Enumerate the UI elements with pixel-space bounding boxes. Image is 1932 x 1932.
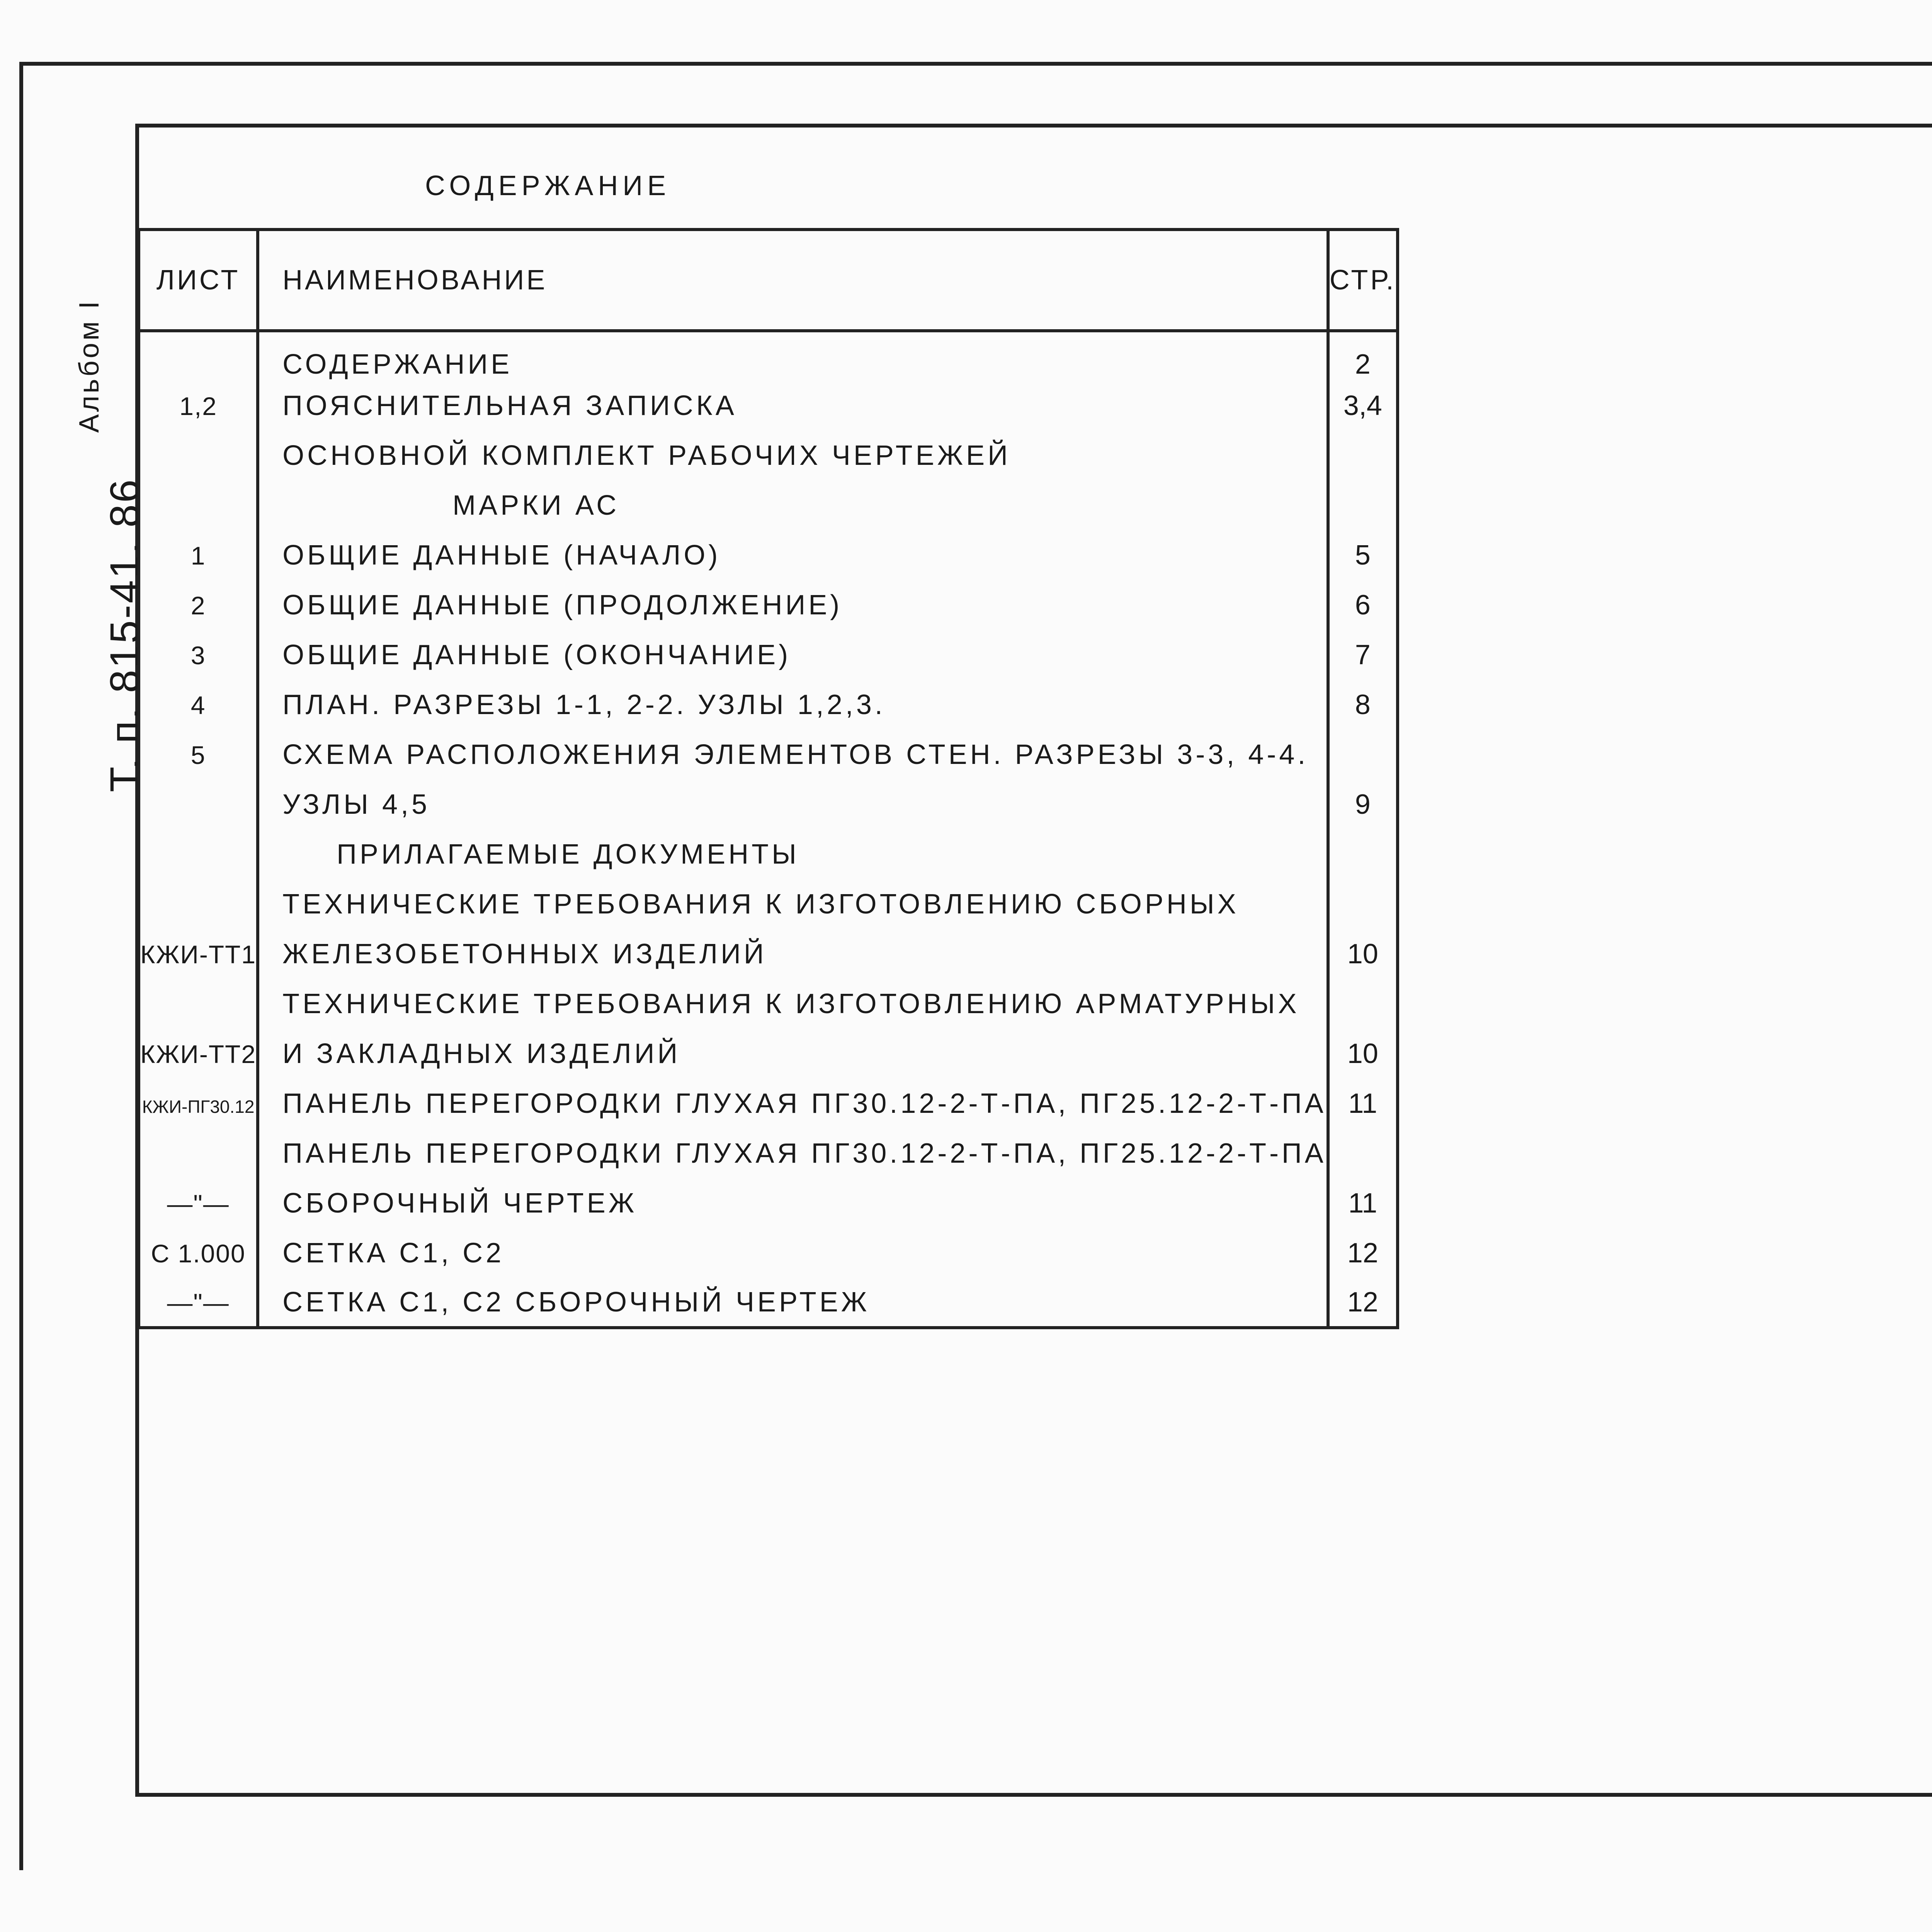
table-row (139, 1029, 1398, 1078)
row-page-cell (1328, 580, 1398, 630)
row-name-cell (258, 381, 1328, 430)
row-name-cell (258, 430, 1328, 480)
table-row (139, 530, 1398, 580)
row-sheet: —"— (167, 1288, 230, 1317)
contents-body (139, 331, 1398, 1328)
row-sheet: 1,2 (179, 391, 217, 420)
table-row (139, 929, 1398, 979)
row-page-cell (1328, 430, 1398, 480)
row-sheet-cell (139, 979, 258, 1029)
album-label: Альбом I (74, 299, 105, 433)
row-page: 7 (1355, 639, 1371, 670)
row-sheet: 1 (190, 541, 206, 570)
row-name-cell (258, 1128, 1328, 1178)
row-page-cell (1328, 879, 1398, 929)
table-row (139, 630, 1398, 680)
row-page-cell (1328, 829, 1398, 879)
row-page-cell (1328, 630, 1398, 680)
row-sheet-cell (139, 580, 258, 630)
row-sheet: —"— (167, 1189, 230, 1218)
row-name: СБОРОЧНЫЙ ЧЕРТЕЖ (282, 1187, 638, 1219)
row-name: ПРИЛАГАЕМЫЕ ДОКУМЕНТЫ (337, 838, 799, 870)
row-name: ТЕХНИЧЕСКИЕ ТРЕБОВАНИЯ К ИЗГОТОВЛЕНИЮ АРМАТУРНЫХ (282, 988, 1300, 1019)
row-name: ПЛАН. РАЗРЕЗЫ 1-1, 2-2. УЗЛЫ 1,2,3. (282, 689, 886, 720)
row-page-cell (1328, 331, 1398, 381)
row-name-cell (258, 929, 1328, 979)
row-page-cell (1328, 979, 1398, 1029)
header-name: НАИМЕНОВАНИЕ (258, 230, 1328, 331)
row-name-cell (258, 530, 1328, 580)
row-page: 12 (1347, 1286, 1378, 1318)
table-row (139, 879, 1398, 929)
row-page-cell (1328, 1278, 1398, 1328)
row-sheet-cell (139, 1228, 258, 1278)
table-row (139, 430, 1398, 480)
row-name: ПОЯСНИТЕЛЬНАЯ ЗАПИСКА (282, 390, 737, 421)
row-sheet: 3 (190, 641, 206, 670)
table-row (139, 381, 1398, 430)
row-page: 8 (1355, 689, 1371, 720)
table-row (139, 480, 1398, 530)
row-sheet-cell (139, 1128, 258, 1178)
row-sheet-cell (139, 1029, 258, 1078)
table-row (139, 1278, 1398, 1328)
row-sheet-cell (139, 1178, 258, 1228)
row-page-cell (1328, 530, 1398, 580)
row-sheet: 4 (190, 690, 206, 719)
row-page-cell (1328, 1029, 1398, 1078)
row-page: 6 (1355, 589, 1371, 621)
row-name: СХЕМА РАСПОЛОЖЕНИЯ ЭЛЕМЕНТОВ СТЕН. РАЗРЕЗЫ 3-3, 4-4. (282, 739, 1309, 770)
row-name-cell (258, 829, 1328, 879)
row-name-cell (258, 580, 1328, 630)
row-page: 5 (1355, 539, 1371, 571)
row-sheet-cell (139, 630, 258, 680)
row-page: 3,4 (1343, 390, 1382, 421)
row-sheet-cell (139, 430, 258, 480)
row-sheet-cell (139, 680, 258, 730)
row-page-cell (1328, 929, 1398, 979)
table-row (139, 1078, 1398, 1128)
row-name: ПАНЕЛЬ ПЕРЕГОРОДКИ ГЛУХАЯ ПГ30.12-2-Т-ПА, ПГ25.12-2-Т-ПА (282, 1088, 1327, 1119)
row-sheet: С 1.000 (151, 1239, 246, 1268)
row-sheet-cell (139, 1278, 258, 1328)
row-sheet-cell (139, 879, 258, 929)
row-name-cell (258, 1228, 1328, 1278)
row-name-cell (258, 480, 1328, 530)
row-name: СЕТКА С1, С2 (282, 1237, 505, 1269)
row-page-cell (1328, 1178, 1398, 1228)
row-sheet: 5 (190, 740, 206, 769)
table-row (139, 730, 1398, 779)
row-name: ЖЕЛЕЗОБЕТОННЫХ ИЗДЕЛИЙ (282, 938, 767, 969)
row-name-cell (258, 730, 1328, 779)
row-sheet-cell (139, 929, 258, 979)
row-name: ОБЩИЕ ДАННЫЕ (ПРОДОЛЖЕНИЕ) (282, 589, 843, 621)
row-name-cell (258, 979, 1328, 1029)
row-page-cell (1328, 1228, 1398, 1278)
row-name-cell (258, 1078, 1328, 1128)
header-page: СТР. (1328, 230, 1398, 331)
row-name: ОСНОВНОЙ КОМПЛЕКТ РАБОЧИХ ЧЕРТЕЖЕЙ (282, 440, 1011, 471)
table-row (139, 829, 1398, 879)
table-header-row (139, 230, 1398, 331)
contents-table (137, 228, 1399, 1329)
table-row (139, 779, 1398, 829)
row-sheet-cell (139, 730, 258, 779)
row-sheet-cell (139, 331, 258, 381)
row-name-cell (258, 879, 1328, 929)
project-code: Т. п. 815-41. 86 (101, 478, 148, 792)
row-page: 10 (1347, 1038, 1378, 1069)
row-sheet: КЖИ-ПГ30.12 (142, 1096, 255, 1117)
row-page-cell (1328, 1078, 1398, 1128)
row-name-cell (258, 630, 1328, 680)
table-row (139, 331, 1398, 381)
row-name: СОДЕРЖАНИЕ (282, 349, 513, 380)
row-sheet: 2 (190, 591, 206, 620)
table-row (139, 580, 1398, 630)
header-sheet: ЛИСТ (139, 230, 258, 331)
row-name-cell (258, 1029, 1328, 1078)
row-page: 11 (1348, 1187, 1378, 1219)
row-name: УЗЛЫ 4,5 (282, 789, 430, 820)
row-name: ОБЩИЕ ДАННЫЕ (НАЧАЛО) (282, 539, 721, 571)
row-name: ПАНЕЛЬ ПЕРЕГОРОДКИ ГЛУХАЯ ПГ30.12-2-Т-ПА, ПГ25.12-2-Т-ПА (282, 1138, 1327, 1169)
row-page-cell (1328, 730, 1398, 779)
row-page: 11 (1348, 1088, 1378, 1119)
row-page-cell (1328, 1128, 1398, 1178)
table-row (139, 1228, 1398, 1278)
row-page: 9 (1355, 789, 1371, 820)
row-name-cell (258, 1278, 1328, 1328)
table-row (139, 680, 1398, 730)
row-name-cell (258, 1178, 1328, 1228)
row-name-cell (258, 331, 1328, 381)
row-sheet-cell (139, 829, 258, 879)
row-name: СЕТКА С1, С2 СБОРОЧНЫЙ ЧЕРТЕЖ (282, 1286, 870, 1318)
row-sheet-cell (139, 480, 258, 530)
row-page: 2 (1355, 349, 1371, 380)
row-name: И ЗАКЛАДНЫХ ИЗДЕЛИЙ (282, 1038, 681, 1069)
row-sheet-cell (139, 381, 258, 430)
row-name: ОБЩИЕ ДАННЫЕ (ОКОНЧАНИЕ) (282, 639, 791, 670)
contents-title: СОДЕРЖАНИЕ (425, 170, 671, 201)
row-page: 12 (1347, 1237, 1378, 1269)
row-sheet-cell (139, 530, 258, 580)
row-page-cell (1328, 680, 1398, 730)
table-row (139, 1128, 1398, 1178)
row-sheet-cell (139, 1078, 258, 1128)
row-sheet-cell (139, 779, 258, 829)
row-name: МАРКИ АС (452, 490, 620, 521)
row-page-cell (1328, 381, 1398, 430)
row-name: ТЕХНИЧЕСКИЕ ТРЕБОВАНИЯ К ИЗГОТОВЛЕНИЮ СБОРНЫХ (282, 888, 1239, 920)
row-name-cell (258, 779, 1328, 829)
table-row (139, 1178, 1398, 1228)
row-sheet: КЖИ-ТТ2 (140, 1039, 257, 1068)
row-page-cell (1328, 480, 1398, 530)
table-row (139, 979, 1398, 1029)
row-name-cell (258, 680, 1328, 730)
row-page: 10 (1347, 938, 1378, 969)
row-sheet: КЖИ-ТТ1 (140, 940, 257, 969)
row-page-cell (1328, 779, 1398, 829)
